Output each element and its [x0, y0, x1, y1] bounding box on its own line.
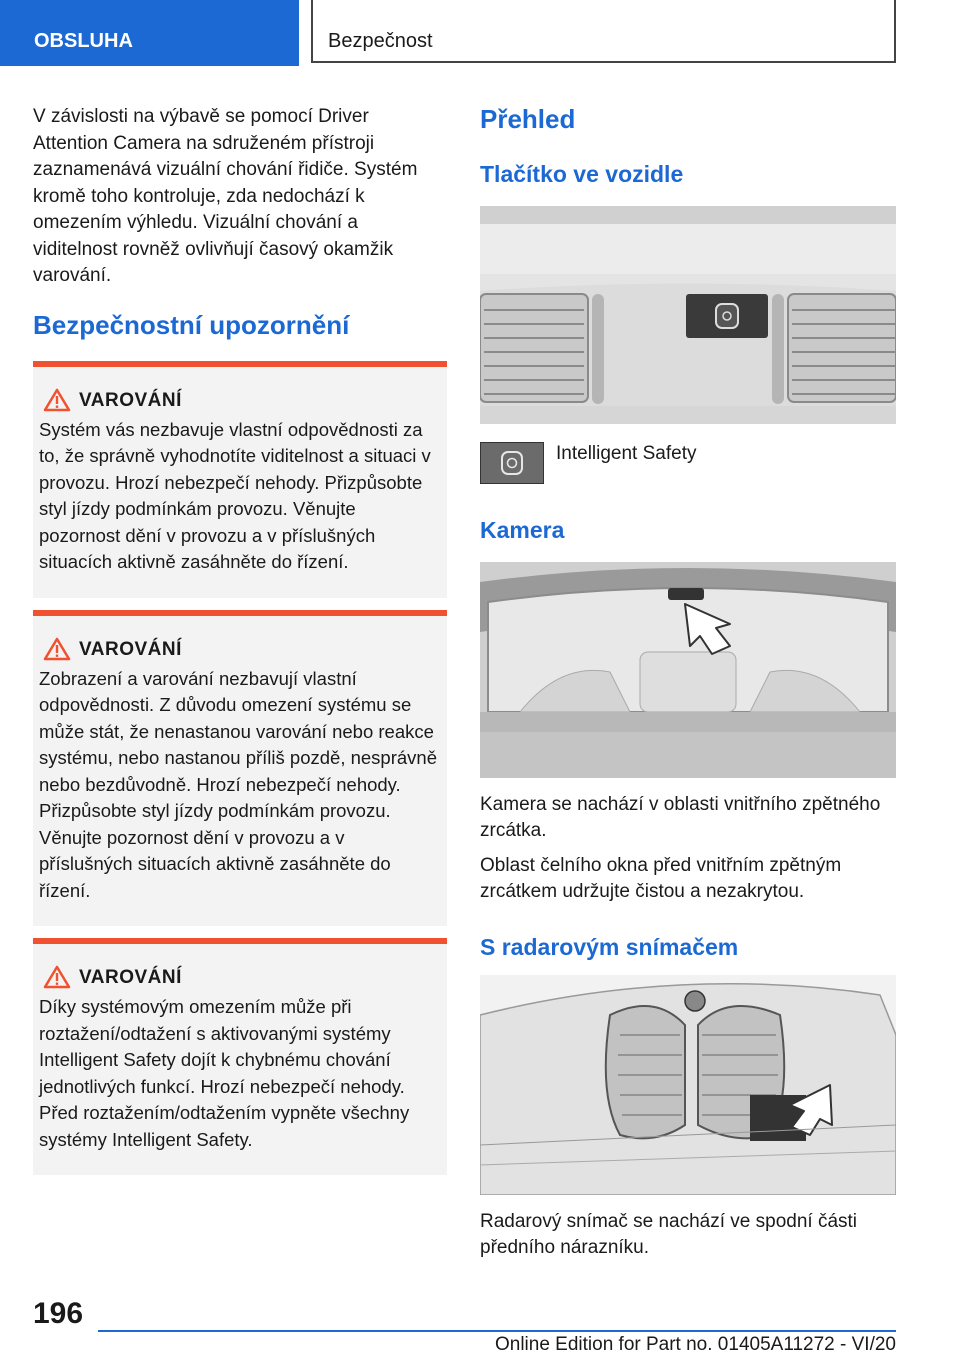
camera-subheading: Kamera — [480, 517, 565, 543]
warning-title: VAROVÁNÍ — [79, 967, 182, 988]
button-legend — [480, 442, 896, 484]
right-column — [480, 104, 896, 1270]
intro-paragraph: V závislosti na výbavě se pomocí Driver Attention Camera na sdruženém přístroji zaznamenává vizuální chování řidiče. Systém kromě toho kontroluje, zda nedochází k omezením výhledu. Vizuální chování a viditelnost rovněž ovlivňují časový okamžik varování. — [33, 106, 418, 286]
chapter-title: Bezpečnost — [311, 0, 896, 63]
legend-label: Intelligent Safety — [556, 443, 697, 464]
overview-heading: Přehled — [480, 104, 576, 134]
camera-location-text: Kamera se nachází v oblasti vnitřního zpětného zrcátka. — [480, 794, 881, 841]
warning-box-1 — [33, 361, 447, 598]
page-number: 196 — [33, 1297, 84, 1330]
edition-info: Online Edition for Part no. 01405A11272 - VI/20 — [494, 1334, 896, 1355]
page-header — [0, 0, 960, 66]
section-tab: OBSLUHA — [0, 0, 299, 66]
camera-image — [480, 562, 896, 778]
warning-text: Zobrazení a varování nezbavují vlastní odpovědnosti. Z důvodu omezení systému se může stát, že nenastanou varování nebo reakce systému, nebo nastanou příliš pozdě, nesprávně nebo bezdůvodně. Hrozí nebezpečí nehody. Přizpůsobte styl jízdy podmínkám provozu. Věnujte pozornost dění v provozu a v příslušných situacích aktivně zasáhněte do řízení. — [39, 667, 437, 901]
footer-divider — [98, 1330, 896, 1332]
camera-illustration — [480, 562, 896, 778]
warning-text: Díky systémovým omezením může při roztažení/odtažení s aktivovanými systémy Intelligent Safety dojít k chybnému chování jednotlivých funkcí. Hrozí nebezpečí nehody. Před roztažením/odtažením vypněte všechny systémy Intelligent Safety. — [39, 996, 410, 1150]
button-subheading: Tlačítko ve vozidle — [480, 161, 684, 187]
warning-box-2 — [33, 610, 447, 927]
safety-heading: Bezpečnostní upozornění — [33, 309, 350, 340]
warning-box-3 — [33, 938, 447, 1175]
warning-triangle-icon — [43, 388, 71, 412]
warning-title: VAROVÁNÍ — [79, 389, 182, 411]
radar-subheading: S radarovým snímačem — [480, 934, 739, 960]
intelligent-safety-button-icon — [480, 442, 544, 484]
warning-triangle-icon — [43, 965, 71, 989]
radar-illustration — [480, 975, 896, 1195]
warning-title: VAROVÁNÍ — [79, 638, 182, 660]
radar-location-text: Radarový snímač se nachází ve spodní části předního nárazníku. — [480, 1211, 858, 1258]
radar-image — [480, 975, 896, 1195]
dashboard-image — [480, 206, 896, 424]
warning-triangle-icon — [43, 637, 71, 661]
dashboard-button-illustration — [480, 206, 896, 424]
left-column — [33, 104, 447, 1175]
warning-text: Systém vás nezbavuje vlastní odpovědnosti za to, že správně vyhodnotíte viditelnost a situaci v provozu. Hrozí nebezpečí nehody. Přizpůsobte styl jízdy podmínkám provozu. Věnujte pozornost dění v provozu a v příslušných situacích aktivně zasáhněte do řízení. — [39, 418, 431, 572]
camera-care-text: Oblast čelního okna před vnitřním zpětným zrcátkem udržujte čistou a nezakrytou. — [480, 855, 842, 902]
